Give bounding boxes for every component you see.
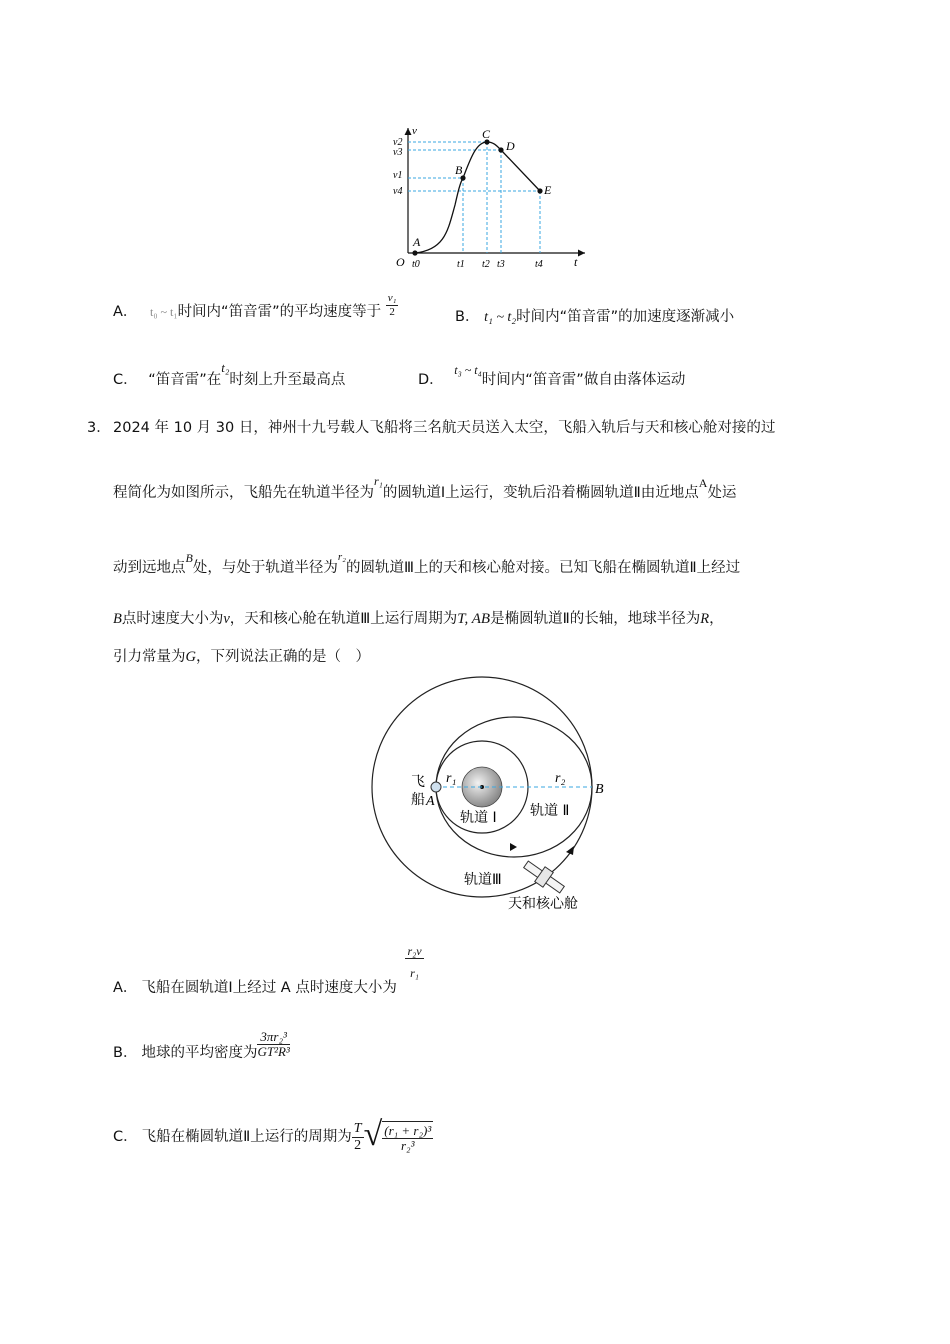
fraction-denominator: 2 — [354, 1137, 362, 1153]
spacecraft-icon — [431, 782, 441, 792]
option-b-text: 地球的平均密度为 — [141, 1044, 258, 1061]
r2-label: r₂ — [555, 771, 566, 786]
axis-t-label: t — [574, 255, 578, 269]
station-icon — [521, 857, 567, 897]
sqrt-icon: √ — [363, 1116, 383, 1153]
v-tick-label: v2 — [393, 137, 403, 148]
option-letter: A． — [113, 304, 138, 320]
option-letter: D． — [418, 372, 444, 388]
option-letter: B． — [455, 309, 480, 325]
point-B-label: B — [595, 782, 604, 797]
q3-number: 3． — [87, 420, 111, 436]
orbit-3-label: 轨道Ⅲ — [464, 872, 502, 888]
t-tick-label: t4 — [535, 259, 543, 270]
fraction-numerator: 3πr₂³ — [257, 1030, 289, 1045]
q2-option-c[interactable] — [113, 360, 346, 389]
option-b-fraction — [257, 1030, 289, 1060]
option-c-coefficient — [352, 1121, 364, 1153]
fraction-numerator: r₂v — [407, 944, 422, 958]
option-c-radicand — [382, 1121, 433, 1154]
q3-line-1: 2024 年 10 月 30 日，神州十九号载人飞船将三名航天员送入太空，飞船入轨后与天和核心舱对接的过 — [113, 420, 776, 436]
option-letter: C． — [113, 1129, 138, 1145]
fraction-denominator: r₂³ — [400, 1138, 415, 1153]
vt-curve — [415, 142, 540, 253]
guide-lines — [408, 142, 540, 253]
t-tick-label: t0 — [412, 259, 420, 270]
option-letter: A． — [113, 979, 138, 996]
q3-option-b[interactable] — [113, 1030, 290, 1060]
v-tick-label: v1 — [393, 170, 403, 181]
t-tick-label: t2 — [482, 259, 490, 270]
ship-label: 船 — [411, 792, 425, 808]
option-a-text: 飞船在圆轨道Ⅰ上经过 A 点时速度大小为 — [141, 979, 397, 996]
fraction-denominator: r₁ — [410, 966, 419, 981]
option-a-text: 时间内“笛音雷”的平均速度等于 — [177, 304, 382, 320]
q3-option-c[interactable] — [113, 1116, 433, 1154]
origin-label: O — [396, 255, 405, 269]
point-label: C — [482, 127, 491, 141]
option-c-text: 飞船在椭圆轨道Ⅱ上运行的周期为 — [141, 1129, 352, 1145]
q3-line-4: B点时速度大小为v，天和核心舱在轨道Ⅲ上运行周期为T, AB是椭圆轨道Ⅱ的长轴，地球半径为R， — [113, 611, 724, 627]
t-tick-label: t1 — [457, 259, 465, 270]
option-a-fraction — [405, 945, 423, 980]
option-b-range: t₁ ~ t₂ — [484, 310, 517, 325]
point-label: D — [506, 139, 515, 153]
option-c-post: 时刻上升至最高点 — [229, 372, 346, 388]
fraction-numerator: (r₁ + r₂)³ — [384, 1122, 432, 1138]
q3-option-a[interactable] — [113, 944, 424, 996]
option-b-text: 时间内“笛音雷”的加速度逐渐减小 — [516, 309, 735, 325]
arrow-icon — [510, 843, 517, 851]
option-a-range: t₀ ~ t₁ — [150, 305, 178, 319]
option-d-range: t₃ ~ t₄ — [454, 363, 482, 377]
option-c-pre: “笛音雷”在 — [148, 372, 222, 388]
q2-option-a[interactable] — [113, 292, 398, 321]
station-label: 天和核心舱 — [508, 896, 578, 912]
v-tick-label: v4 — [393, 186, 403, 197]
option-c-var: t₂ — [221, 360, 230, 375]
fraction-denominator: 2 — [389, 305, 395, 318]
orbit-2-label: 轨道 Ⅱ — [530, 803, 570, 819]
fraction-numerator: T — [353, 1121, 362, 1137]
q3-line-2: 程简化为如图所示，飞船先在轨道半径为$^{r_1}$的圆轨道Ⅰ上运行，变轨后沿着椭圆轨道Ⅱ由近地点$^A$处运 — [113, 474, 737, 501]
point-label: E — [544, 183, 552, 197]
axis-v-label: v — [412, 125, 417, 137]
option-d-text: 时间内“笛音雷”做自由落体运动 — [481, 372, 686, 388]
q3-line-3: 动到远地点$^B$处，与处于轨道半径为$^{r_2}$的圆轨道Ⅲ上的天和核心舱对接。已知飞船在椭圆轨道Ⅱ上经过 — [113, 551, 741, 576]
point-label: A — [413, 235, 421, 249]
v-tick-label: v3 — [393, 147, 403, 158]
fraction-denominator: GT²R³ — [257, 1044, 290, 1060]
q2-option-b[interactable] — [455, 305, 734, 326]
t-tick-label: t3 — [497, 259, 505, 270]
option-letter: C． — [113, 372, 138, 388]
fraction-numerator: v₁ — [387, 292, 397, 305]
q3-line-5: 引力常量为G，下列说法正确的是（ ） — [113, 649, 370, 665]
arrow-icon — [566, 846, 574, 855]
option-letter: B． — [113, 1044, 138, 1061]
ship-label: 飞 — [411, 774, 425, 790]
orbit-figure — [360, 670, 620, 920]
r1-label: r₁ — [446, 771, 457, 786]
q2-option-d[interactable] — [418, 363, 686, 389]
point-label: B — [455, 163, 463, 177]
vt-graph — [385, 120, 595, 275]
option-a-fraction — [386, 292, 399, 317]
graph-points — [412, 139, 542, 255]
point-A-label: A — [426, 794, 435, 809]
orbit-1-label: 轨道 Ⅰ — [460, 810, 497, 826]
